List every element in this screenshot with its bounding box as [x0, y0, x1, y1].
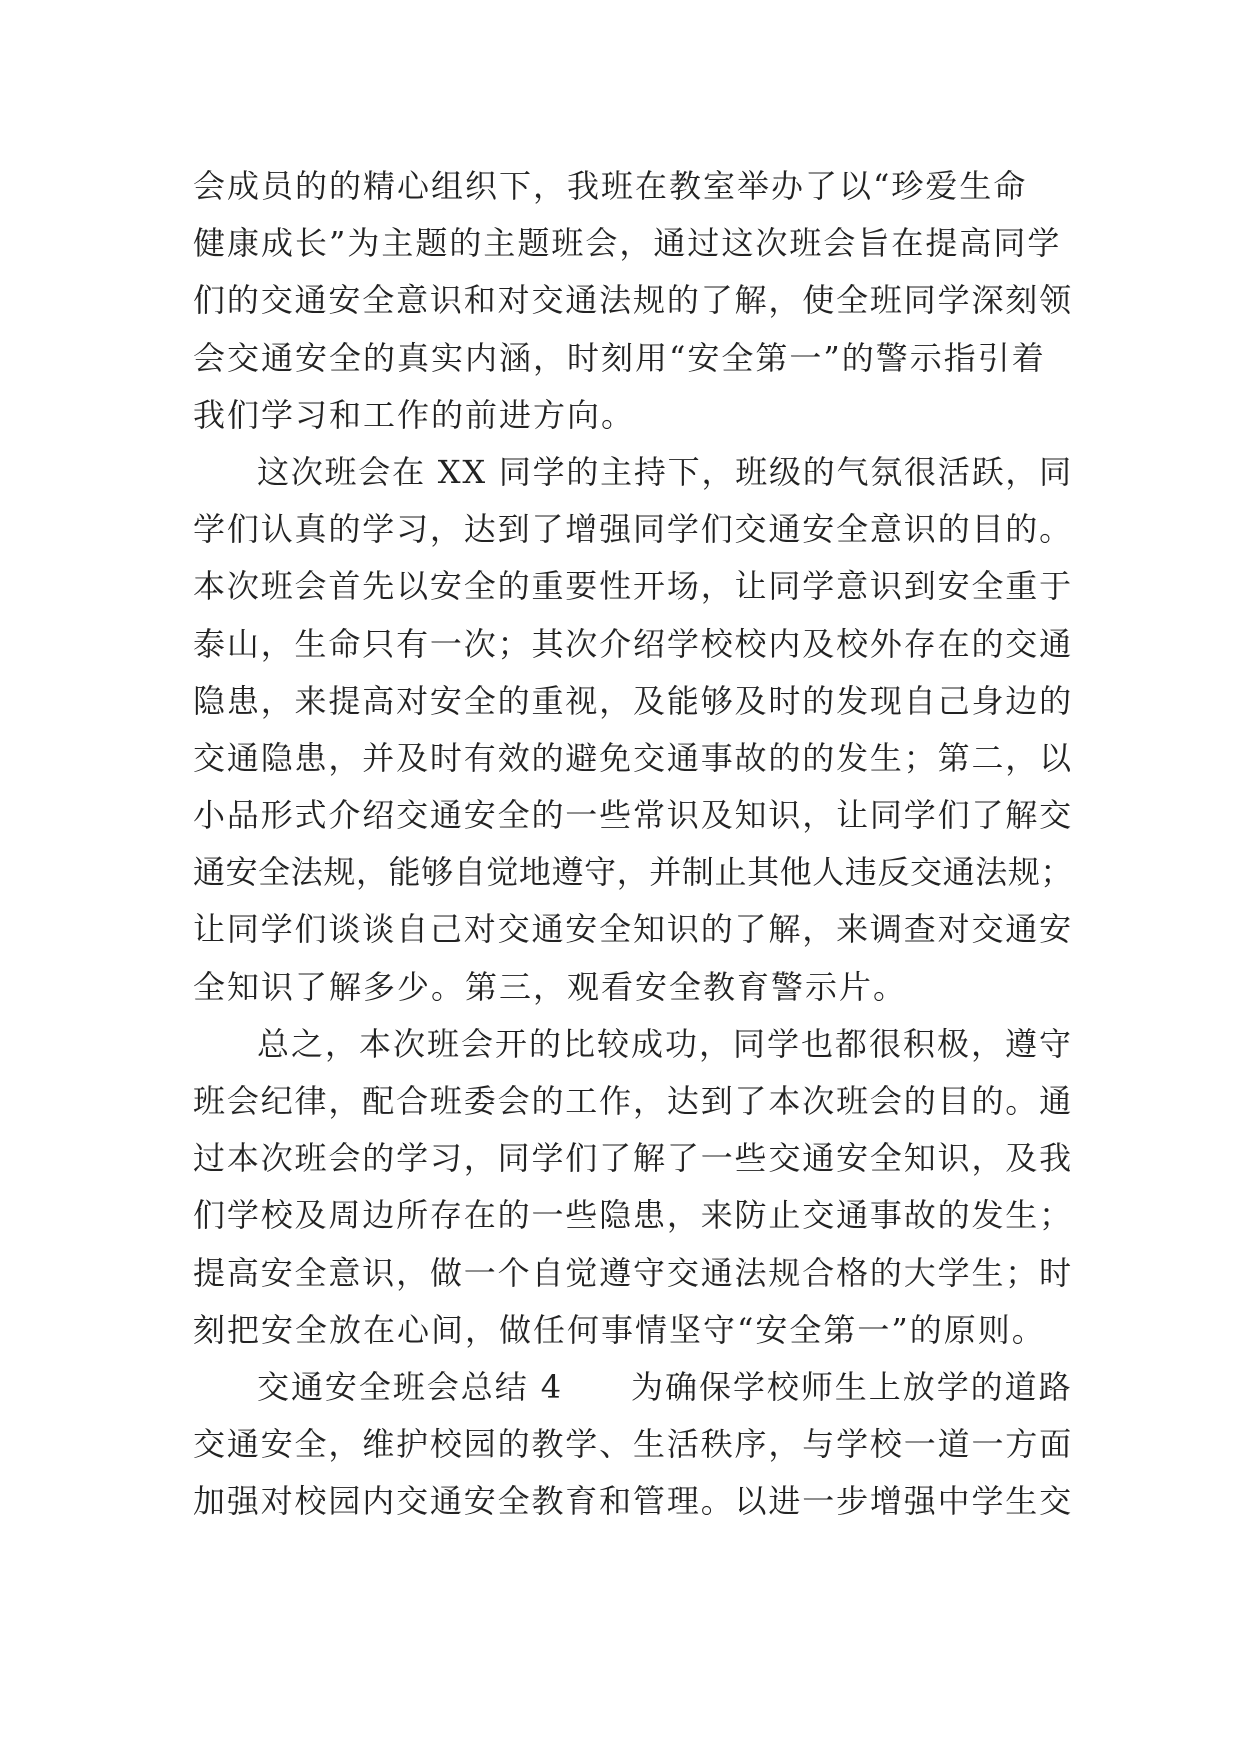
text-line: 总之，本次班会开的比较成功，同学也都很积极，遵守 [257, 1024, 1074, 1063]
text-line: 刻把安全放在心间，做任何事情坚守“安全第一”的原则。 [193, 1310, 1046, 1349]
paragraph [193, 444, 1073, 1016]
text-line: 们学校及周边所存在的一些隐患，来防止交通事故的发生； [193, 1196, 1074, 1235]
text-line: 本次班会首先以安全的重要性开场，让同学意识到安全重于 [193, 567, 1074, 606]
paragraph [193, 1016, 1073, 1359]
text-line: 让同学们谈谈自己对交通安全知识的了解，来调查对交通安 [193, 910, 1074, 949]
text-line: 交通安全，维护校园的教学、生活秩序，与学校一道一方面 [193, 1425, 1074, 1464]
text-line: 会交通安全的真实内涵，时刻用“安全第一”的警示指引着 [193, 338, 1046, 377]
text-line: 交通隐患，并及时有效的避免交通事故的的发生；第二，以 [193, 738, 1074, 777]
text-line: 全知识了解多少。第三，观看安全教育警示片。 [193, 967, 908, 1006]
text-line: 会成员的的精心组织下，我班在教室举办了以“珍爱生命 [193, 167, 1028, 205]
text-line: 提高安全意识，做一个自觉遵守交通法规合格的大学生；时 [193, 1253, 1074, 1292]
text-line: 我们学习和工作的前进方向。 [193, 395, 636, 434]
text-line: 通安全法规，能够自觉地遵守，并制止其他人违反交通法规； [193, 853, 1074, 892]
text-line: 隐患，来提高对安全的重视，及能够及时的发现自己身边的 [193, 681, 1074, 720]
text-line: 班会纪律，配合班委会的工作，达到了本次班会的目的。通 [193, 1082, 1074, 1120]
text-line: 过本次班会的学习，同学们了解了一些交通安全知识，及我 [193, 1139, 1074, 1178]
text-line: 交通安全班会总结 4 为确保学校师生上放学的道路 [257, 1367, 1073, 1406]
text-line: 们的交通安全意识和对交通法规的了解，使全班同学深刻领 [193, 281, 1074, 320]
paragraph [193, 158, 1073, 444]
text-line: 加强对校园内交通安全教育和管理。以进一步增强中学生交 [193, 1482, 1074, 1521]
text-line: 这次班会在 XX 同学的主持下，班级的气氛很活跃，同 [257, 452, 1073, 491]
text-line: 泰山，生命只有一次；其次介绍学校校内及校外存在的交通 [193, 624, 1074, 663]
paragraph [193, 1359, 1073, 1531]
document-body [193, 158, 1073, 1531]
text-line: 健康成长”为主题的主题班会，通过这次班会旨在提高同学 [193, 224, 1062, 263]
text-line: 学们认真的学习，达到了增强同学们交通安全意识的目的。 [193, 510, 1074, 549]
text-line: 小品形式介绍交通安全的一些常识及知识，让同学们了解交 [193, 796, 1074, 835]
